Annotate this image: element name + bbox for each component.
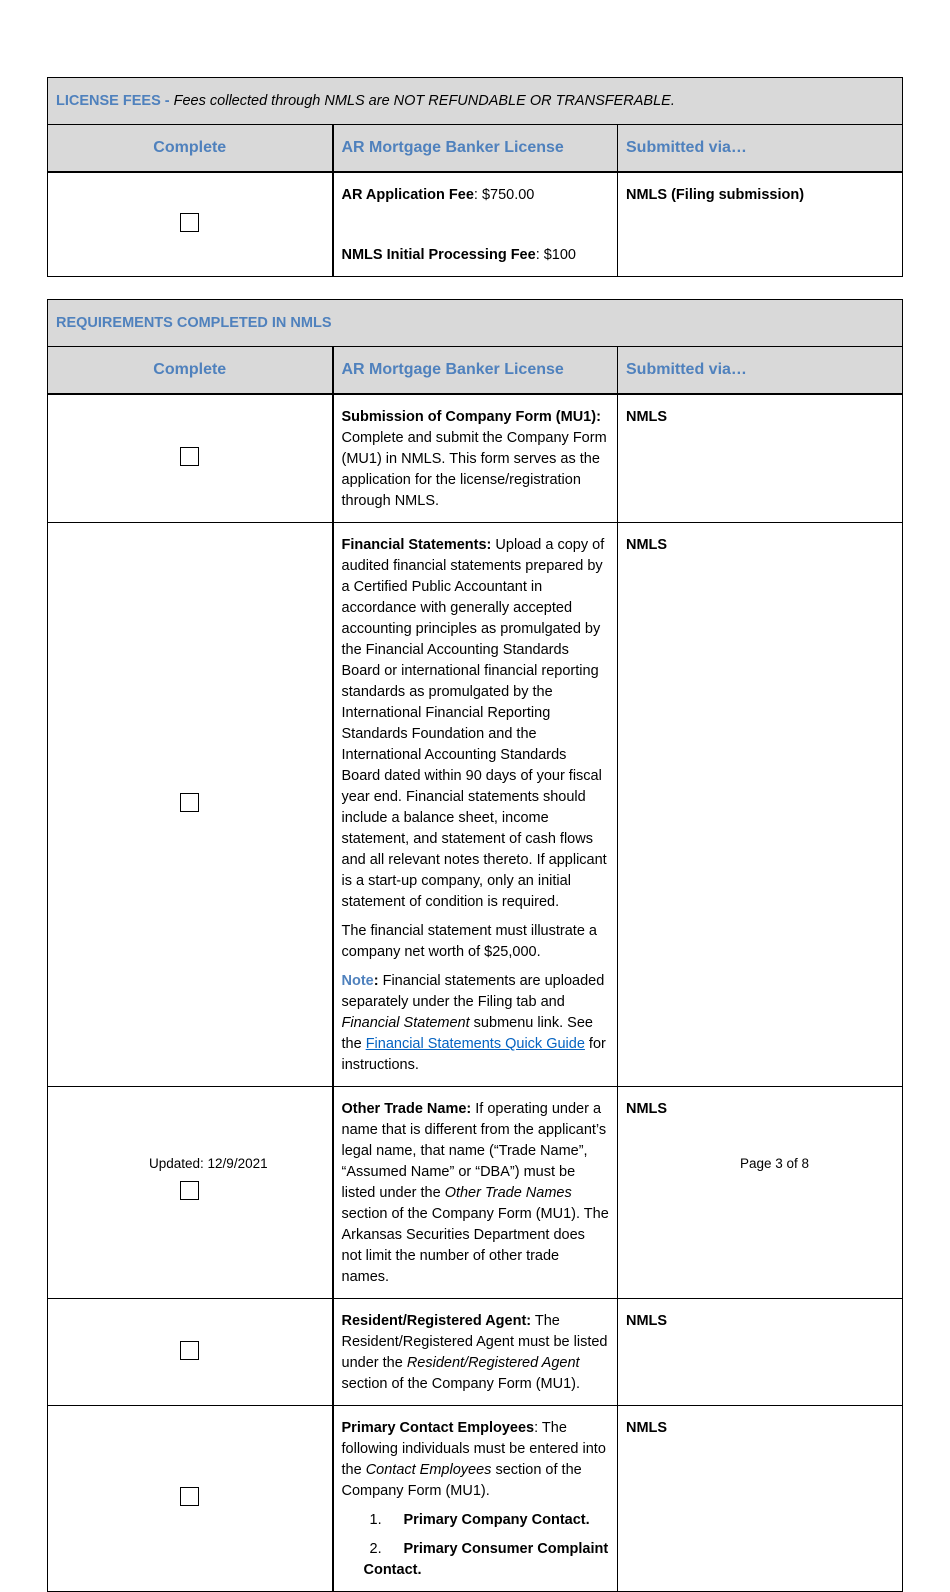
list-item <box>364 1539 610 1581</box>
agent-submitted: NMLS <box>618 1299 903 1406</box>
note-colon: : <box>373 973 379 989</box>
col-complete-header: Complete <box>48 347 333 395</box>
complete-cell <box>48 1299 333 1406</box>
complete-cell <box>48 523 333 1087</box>
requirements-title: REQUIREMENTS COMPLETED IN NMLS <box>56 315 332 331</box>
contacts-description <box>333 1406 618 1592</box>
financial-note <box>342 971 610 1076</box>
financial-statements-description <box>333 523 618 1087</box>
fee-value: : $750.00 <box>473 187 535 203</box>
note-text: submenu link. See the <box>341 1015 593 1052</box>
note-label: Note <box>341 973 374 989</box>
col-license-header: AR Mortgage Banker License <box>333 125 618 173</box>
col-submitted-header: Submitted via… <box>618 347 903 395</box>
net-worth-text: The financial statement must illustrate a company net worth of $25,000. <box>341 923 597 960</box>
requirement-label: Other Trade Name: <box>341 1101 472 1117</box>
complete-cell <box>48 172 333 277</box>
requirement-label: Financial Statements: <box>341 537 492 553</box>
agent-checkbox[interactable] <box>180 1341 199 1360</box>
requirement-text: : The following individuals must be entered into the <box>341 1420 606 1478</box>
financial-statements-checkbox[interactable] <box>180 793 199 812</box>
requirement-label: Submission of Company Form (MU1): <box>341 409 601 425</box>
fees-description <box>333 172 618 277</box>
license-fees-note: Fees collected through NMLS are NOT REFUNDABLE OR TRANSFERABLE. <box>173 93 675 109</box>
col-complete-header: Complete <box>48 125 333 173</box>
requirement-italic: Other Trade Names <box>444 1185 572 1201</box>
list-item <box>364 1510 610 1531</box>
requirement-italic: Contact Employees <box>365 1462 492 1478</box>
list-number: 1. <box>369 1512 382 1528</box>
fee-label: AR Application Fee <box>341 187 474 203</box>
col-submitted-header: Submitted via… <box>618 125 903 173</box>
fee-value: : $100 <box>535 247 577 263</box>
trade-name-checkbox[interactable] <box>180 1181 199 1200</box>
requirement-text: section of the Company Form (MU1). <box>341 1376 581 1392</box>
col-license-header: AR Mortgage Banker License <box>333 347 618 395</box>
complete-cell <box>48 1406 333 1592</box>
trade-name-description <box>333 1087 618 1299</box>
note-italic: Financial Statement <box>341 1015 470 1031</box>
list-text: Primary Consumer Complaint Contact. <box>363 1541 609 1578</box>
requirement-label: Primary Contact Employees <box>341 1420 535 1436</box>
license-fees-table <box>47 77 903 277</box>
complete-cell <box>48 1087 333 1299</box>
footer-updated: Updated: 12/9/2021 <box>149 1156 268 1171</box>
license-fees-header <box>48 78 903 125</box>
fees-checkbox[interactable] <box>180 213 199 232</box>
requirement-text: section of the Company Form (MU1). The Arkansas Securities Department does not limit the number of other trade names. <box>341 1206 609 1285</box>
list-number: 2. <box>369 1541 382 1557</box>
company-form-description <box>333 394 618 523</box>
trade-name-submitted: NMLS <box>618 1087 903 1299</box>
license-fees-title: LICENSE FEES - <box>56 93 170 109</box>
agent-description <box>333 1299 618 1406</box>
list-text: Primary Company Contact. <box>403 1512 590 1528</box>
note-text: for instructions. <box>341 1036 606 1073</box>
requirements-table <box>47 299 903 1592</box>
footer-page-number: Page 3 of 8 <box>740 1156 810 1171</box>
requirement-text: section of the Company Form (MU1). <box>341 1462 582 1499</box>
contacts-checkbox[interactable] <box>180 1487 199 1506</box>
requirement-text: Complete and submit the Company Form (MU1) in NMLS. This form serves as the application for the license/registration through NMLS. <box>341 430 607 509</box>
requirements-header <box>48 300 903 347</box>
contacts-submitted: NMLS <box>618 1406 903 1592</box>
requirement-text: Upload a copy of audited financial statements prepared by a Certified Public Accountant in accordance with generally accepted accounting principles as promulgated by the Financial Accounting Standards Board or international financial reporting standards as promulgated by the International Financial Reporting Standards Foundation and the International Accounting Standards Board dated within 90 days of your fiscal year end. Financial statements should include a balance sheet, income statement, and statement of cash flows and all relevant notes thereto. If applicant is a start-up company, only an initial statement of condition is required. <box>341 537 607 910</box>
requirement-italic: Resident/Registered Agent <box>406 1355 580 1371</box>
contacts-list <box>342 1510 610 1581</box>
requirement-label: Resident/Registered Agent: <box>341 1313 532 1329</box>
company-form-submitted: NMLS <box>618 394 903 523</box>
company-form-checkbox[interactable] <box>180 447 199 466</box>
financial-statements-guide-link[interactable]: Financial Statements Quick Guide <box>365 1036 585 1052</box>
fees-submitted: NMLS (Filing submission) <box>618 172 903 277</box>
complete-cell <box>48 394 333 523</box>
fee-label: NMLS Initial Processing Fee <box>341 247 536 263</box>
note-text: Financial statements are uploaded separately under the Filing tab and <box>341 973 605 1010</box>
financial-statements-submitted: NMLS <box>618 523 903 1087</box>
requirement-text: The Resident/Registered Agent must be listed under the <box>341 1313 608 1371</box>
requirement-text: If operating under a name that is different from the applicant’s legal name, that name (“Trade Name”, “Assumed Name” or “DBA”) must be listed under the <box>341 1101 607 1201</box>
